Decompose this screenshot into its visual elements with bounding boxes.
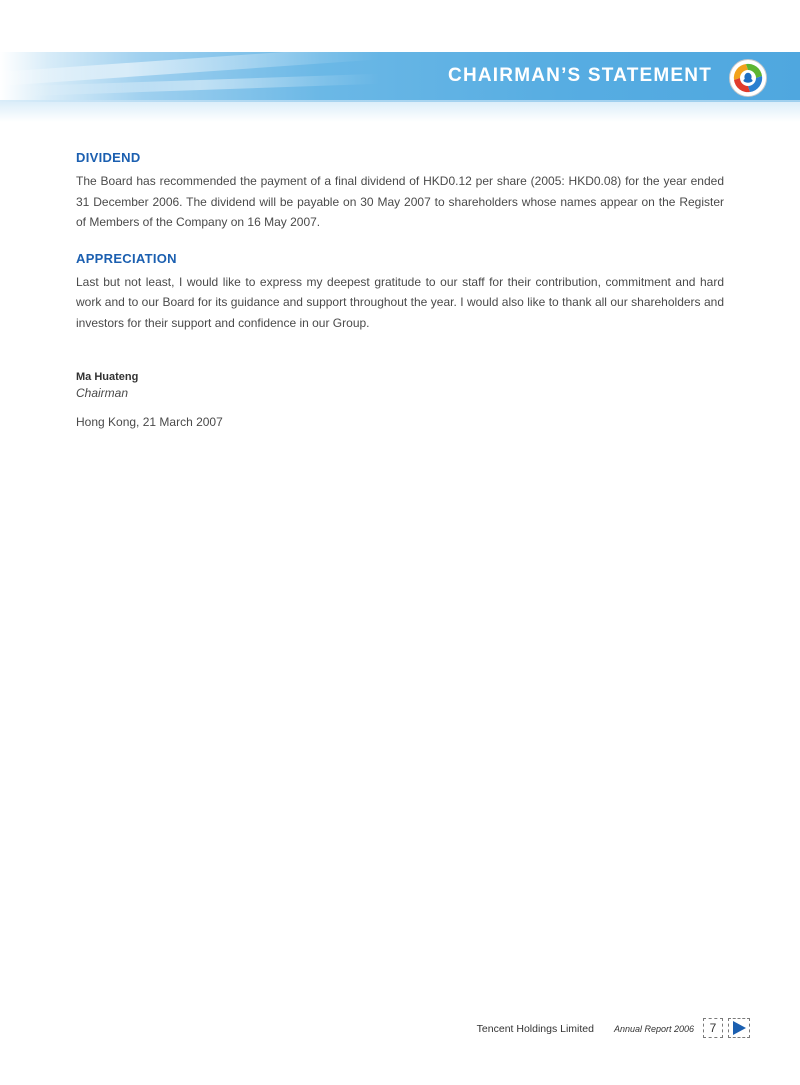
signatory-role: Chairman bbox=[76, 386, 129, 400]
signatory-name: Ma Huateng bbox=[76, 371, 139, 383]
footer-report-title: Annual Report 2006 bbox=[613, 1024, 694, 1034]
signature-block bbox=[76, 371, 724, 429]
header-glow bbox=[0, 100, 800, 122]
next-page-arrow-icon bbox=[729, 1019, 749, 1037]
page-title: CHAIRMAN’S STATEMENT bbox=[448, 65, 712, 86]
footer-company: Tencent Holdings Limited bbox=[476, 1023, 594, 1035]
tencent-logo-icon bbox=[728, 58, 768, 98]
main-content bbox=[76, 150, 724, 429]
page-footer bbox=[0, 1018, 800, 1042]
page-number: 7 bbox=[703, 1018, 723, 1038]
place-date: Hong Kong, 21 March 2007 bbox=[76, 415, 223, 429]
section-heading-dividend: DIVIDEND bbox=[76, 150, 141, 165]
section-body-appreciation: Last but not least, I would like to express my deepest gratitude to our staff for their contribution, commitment and hard work and to our Board for its guidance and support throughout the year. I would also like to thank all our shareholders and investors for their support and confidence in our Group. bbox=[76, 274, 724, 330]
next-page-button[interactable] bbox=[728, 1018, 750, 1038]
section-body-dividend: The Board has recommended the payment of a final dividend of HKD0.12 per share (2005: HKD0.08) for the year ended 31 December 2006. The dividend will be payable on 30 May 2007 to shareholders whose names appear on the Register of Members of the Company on 16 May 2007. bbox=[76, 174, 724, 229]
section-heading-appreciation: APPRECIATION bbox=[76, 250, 177, 266]
